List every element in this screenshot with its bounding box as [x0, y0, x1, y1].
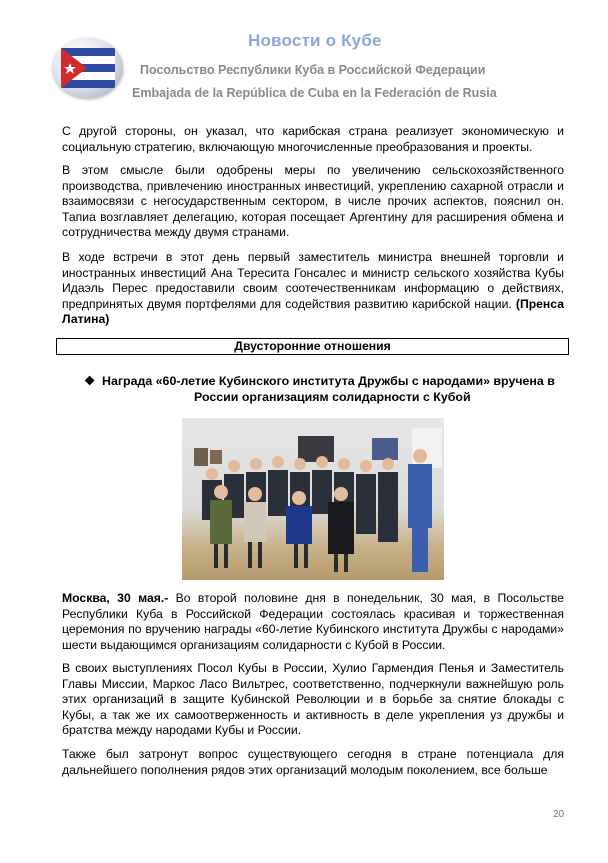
- embassy-name-es: Embajada de la República de Cuba en la Federación de Rusia: [132, 86, 497, 100]
- headline-line-2: России организациям солидарности с Кубой: [194, 390, 471, 404]
- paragraph-2: В этом смысле были одобрены меры по увеличению сельскохозяйственного производства, привлечению иностранных инвестиций, укреплению сахарной отрасли и взаимосвязи с негосударственным сектором, в числе прочих аспектов, пояснил он. Тапиа возглавляет делегацию, которая посещает Аргентину для расширения обмена и сотрудничества между двумя странами.: [62, 163, 564, 240]
- paragraph-3-text: В ходе встречи в этот день первый заместитель министра внешней торговли и иностранных инвестиций Ана Тересита Гонсалес и министр сельского хозяйства Кубы Идаэль Перес предоставили своим соотечественникам информацию о действиях, предпринятых двумя портфелями для содействия развитию карибской нации.: [62, 250, 564, 311]
- embassy-name-ru: Посольство Республики Куба в Российской Федерации: [140, 63, 486, 77]
- headline-line-1: Награда «60-летие Кубинского института Дружбы с народами» вручена в: [102, 374, 555, 388]
- paragraph-3-source: (Пренса Латина): [62, 296, 564, 327]
- article-paragraph-1: [62, 591, 564, 653]
- article-paragraph-1-text: Во второй половине дня в понедельник, 30 мая, в Посольстве Республики Куба в Российской Федерации состоялась красивая и торжественная церемония по вручению награды «60-летие Кубинского института Дружбы с народами» шести выдающимся организациям солидарности с Кубой в России.: [62, 591, 565, 652]
- paragraph-3: [62, 250, 564, 328]
- cuba-flag-icon: [61, 48, 115, 88]
- article-dateline: Москва, 30 мая.-: [62, 591, 169, 605]
- article-paragraph-2: В своих выступлениях Посол Кубы в России, Хулио Гармендия Пенья и Заместитель Главы Миссии, Маркос Ласо Вильтрес, соответственно, подчеркнули важнейшую роль этих организаций в защите Кубинской Революции и в борьбе за снятие блокады с Кубы, а так же их самоотверженность и активность в деле укрепления уз дружбы и братства между народами Кубы и России.: [62, 661, 564, 738]
- page-number: 20: [553, 809, 565, 820]
- group-photo: [182, 418, 444, 580]
- cuba-flag-logo: [53, 38, 123, 98]
- newsletter-title: Новости о Кубе: [248, 31, 382, 50]
- article-paragraph-3: Также был затронут вопрос существующего сегодня в стране потенциала для дальнейшего пополнения рядов этих организаций молодым поколением, все больше: [62, 747, 564, 777]
- section-header: Двусторонние отношения: [56, 338, 569, 355]
- diamond-bullet-icon: ❖: [84, 374, 96, 388]
- paragraph-1: С другой стороны, он указал, что карибская страна реализует экономическую и социальную стратегию, включающую многочисленные преобразования и проекты.: [62, 124, 564, 154]
